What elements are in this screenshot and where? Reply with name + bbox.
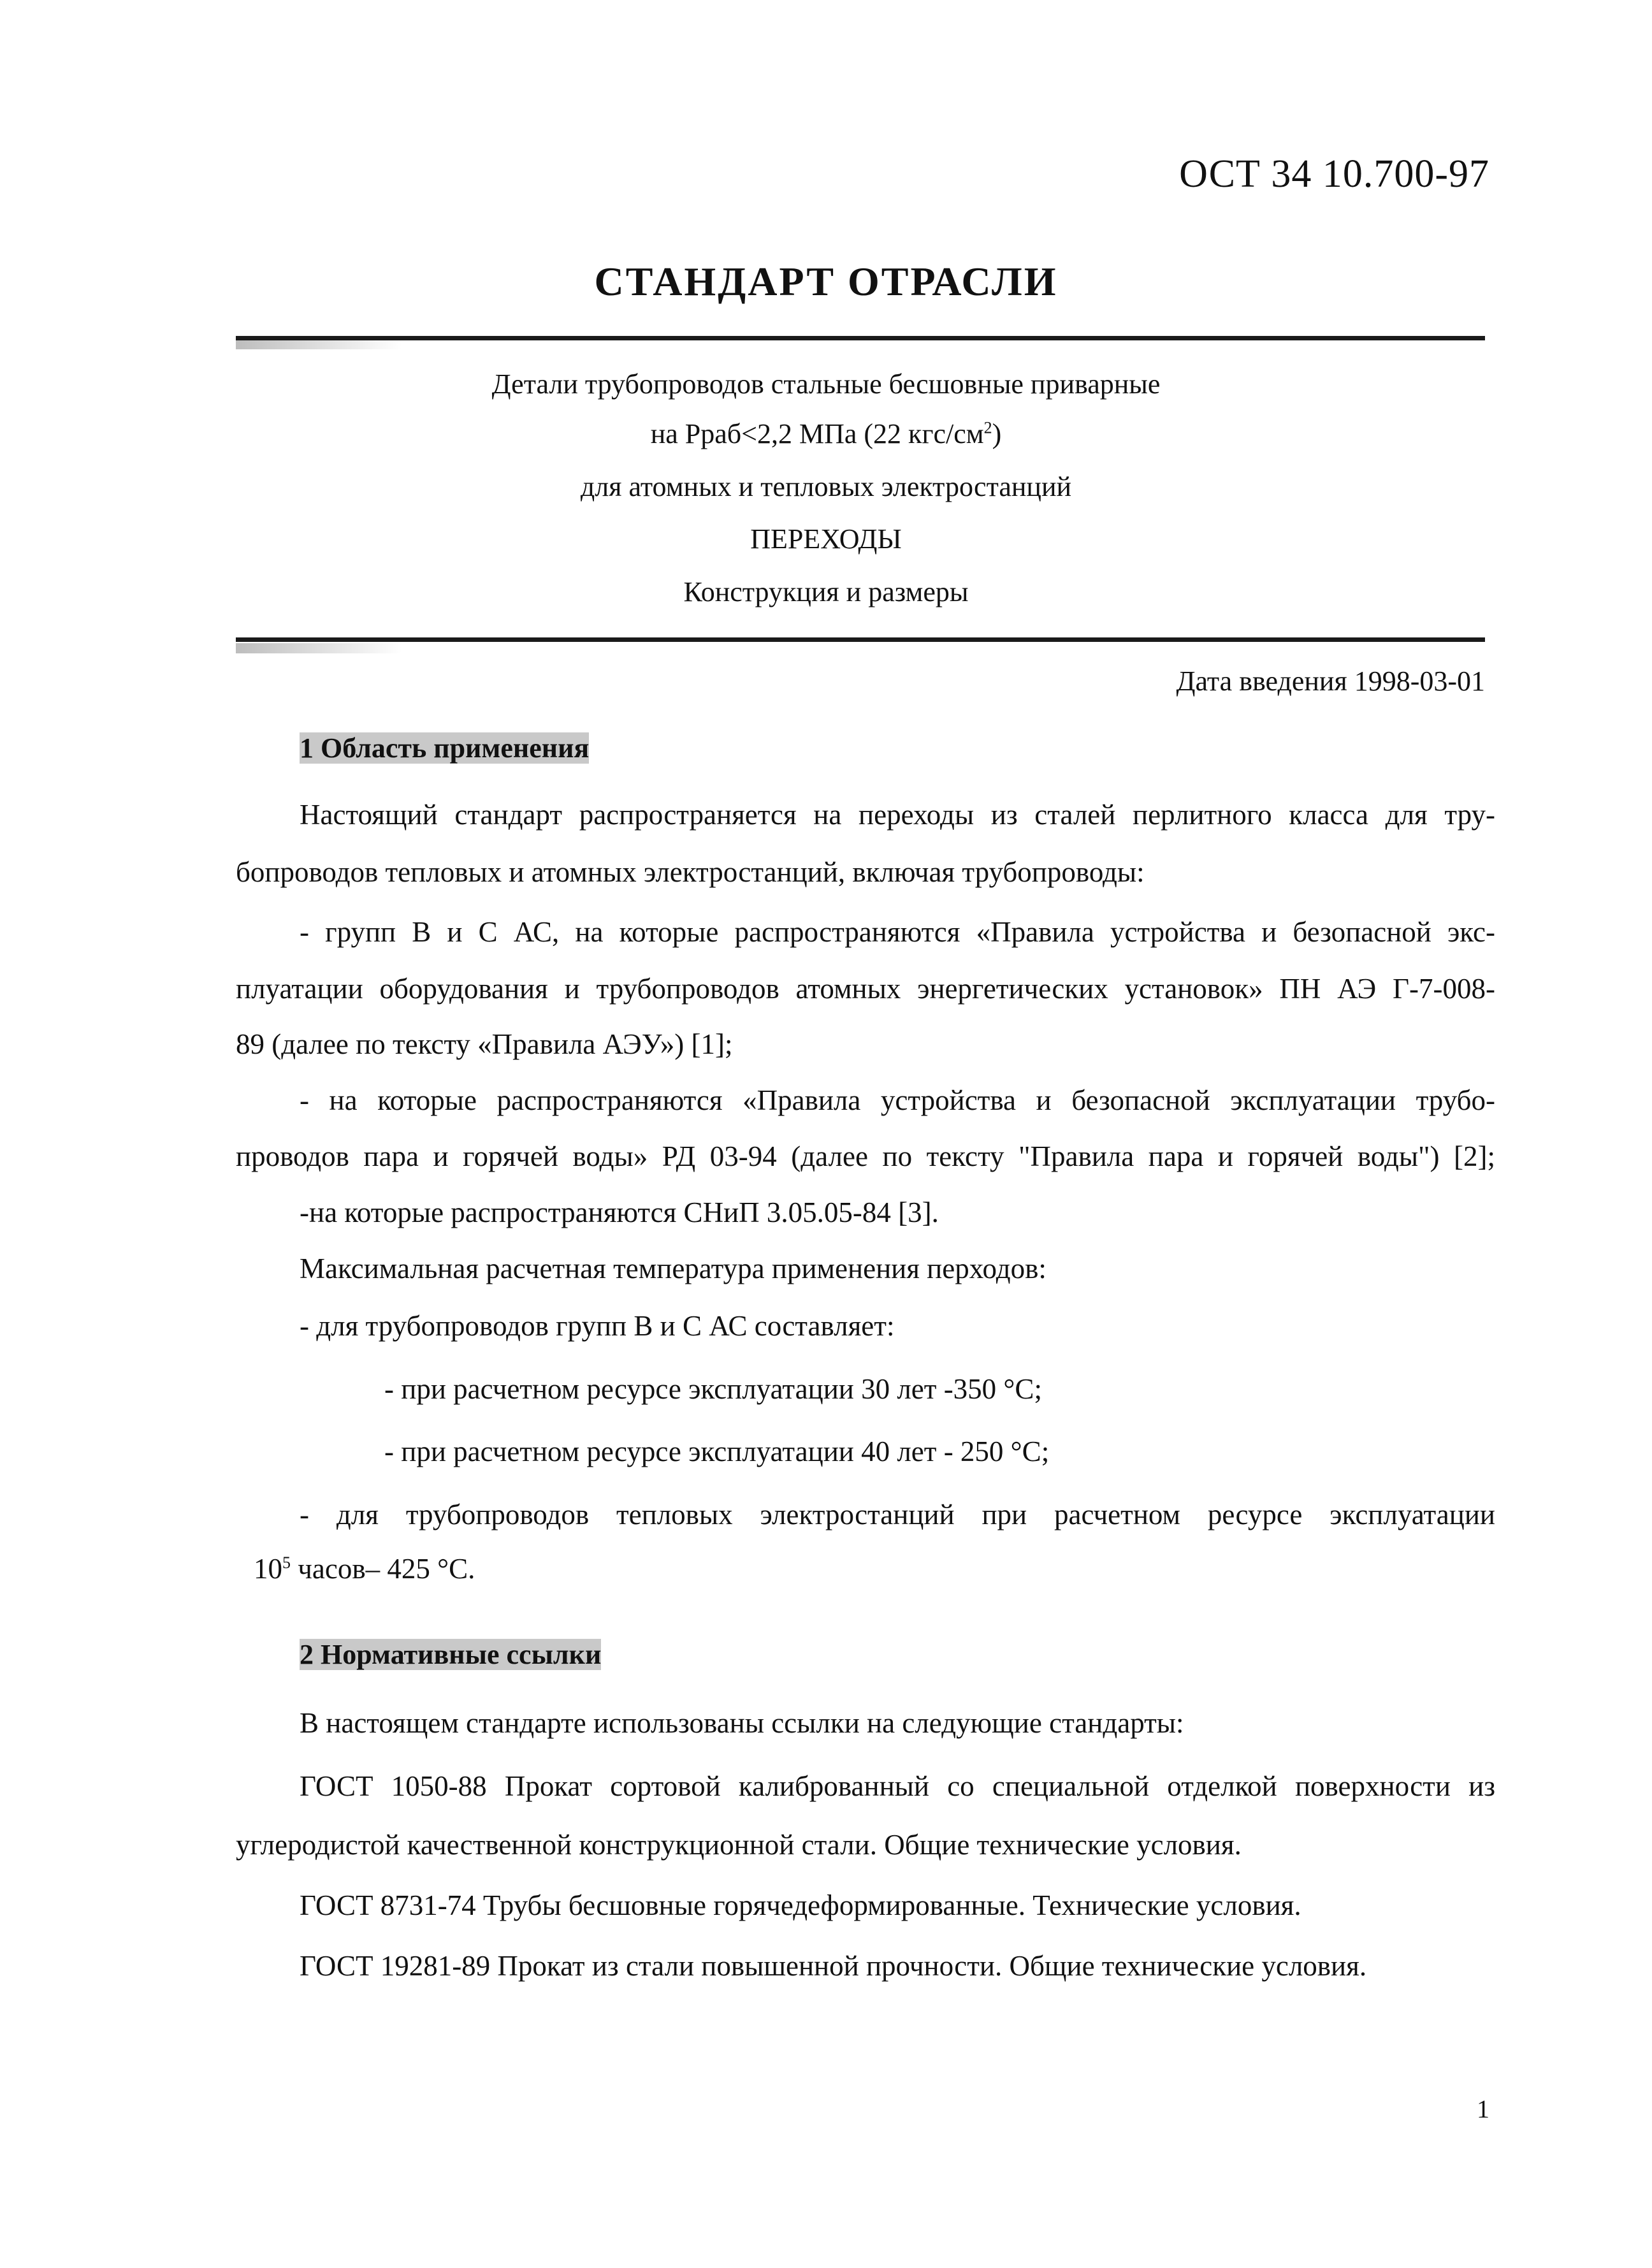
document-title: СТАНДАРТ ОТРАСЛИ: [594, 259, 1058, 304]
bottom-rule: [236, 637, 1485, 642]
section-1-line-4: плуатации оборудования и трубопроводов атомных энергетических установок» ПН АЭ Г-7-008-: [236, 973, 1495, 1005]
section-1-line-13: - для трубопроводов тепловых электростанций при расчетном ресурсе эксплуатации: [300, 1499, 1495, 1530]
subtitle-heading: ПЕРЕХОДЫ: [750, 523, 902, 555]
page-number: 1: [1477, 2095, 1489, 2123]
subtitle-line-2: на Рраб<2,2 МПа (22 кгс/$см^2$): [650, 418, 1002, 449]
section-2-line-1: В настоящем стандарте использованы ссылки на следующие стандарты:: [300, 1707, 1184, 1739]
section-2-line-2: ГОСТ 1050-88 Прокат сортовой калиброванный со специальной отделкой поверхности из: [300, 1770, 1495, 1802]
subtitle-line-5: Конструкция и размеры: [683, 576, 969, 607]
document-code: ОСТ 34 10.700-97: [1179, 152, 1489, 196]
section-1-line-14: $10^5$ часов– 425 °С.: [254, 1553, 475, 1585]
subtitle-line-3: для атомных и тепловых электростанций: [580, 471, 1072, 502]
section-2-line-3: углеродистой качественной конструкционной стали. Общие технические условия.: [236, 1829, 1242, 1861]
intro-date: Дата введения 1998-03-01: [1176, 665, 1485, 697]
section-1-line-8: -на которые распространяются СНиП 3.05.05-84 [3].: [300, 1196, 939, 1228]
section-1-line-7: проводов пара и горячей воды» РД 03-94 (далее по тексту "Правила пара и горячей воды") [2];: [236, 1140, 1495, 1172]
section-1-line-5: 89 (далее по тексту «Правила АЭУ») [1];: [236, 1028, 733, 1060]
section-1-line-10: - для трубопроводов групп В и С АС составляет:: [300, 1310, 895, 1342]
section-1-line-6: - на которые распространяются «Правила устройства и безопасной эксплуатации трубо-: [300, 1084, 1495, 1116]
subtitle-line-1: Детали трубопроводов стальные бесшовные приварные: [491, 368, 1161, 400]
top-rule-shadow: [236, 339, 402, 349]
bottom-rule-shadow: [236, 643, 402, 653]
section-1-line-9: Максимальная расчетная температура применения перходов:: [300, 1253, 1047, 1284]
section-1-line-1: Настоящий стандарт распространяется на переходы из сталей перлитного класса для тру-: [300, 799, 1495, 831]
section-1-line-11: - при расчетном ресурсе эксплуатации 30 лет -350 °С;: [384, 1373, 1042, 1405]
section-2-line-4: ГОСТ 8731-74 Трубы бесшовные горячедеформированные. Технические условия.: [300, 1889, 1301, 1921]
section-1-line-12: - при расчетном ресурсе эксплуатации 40 лет - 250 °С;: [384, 1436, 1050, 1467]
section-2-heading: 2 Нормативные ссылки: [300, 1639, 602, 1670]
top-rule: [236, 336, 1485, 340]
section-1-line-3: - групп В и С АС, на которые распространяются «Правила устройства и безопасной экс-: [300, 916, 1495, 948]
section-1-heading: 1 Область применения: [300, 732, 590, 764]
section-2-line-5: ГОСТ 19281-89 Прокат из стали повышенной прочности. Общие технические условия.: [300, 1950, 1367, 1982]
section-1-line-2: бопроводов тепловых и атомных электростанций, включая трубопроводы:: [236, 856, 1145, 888]
